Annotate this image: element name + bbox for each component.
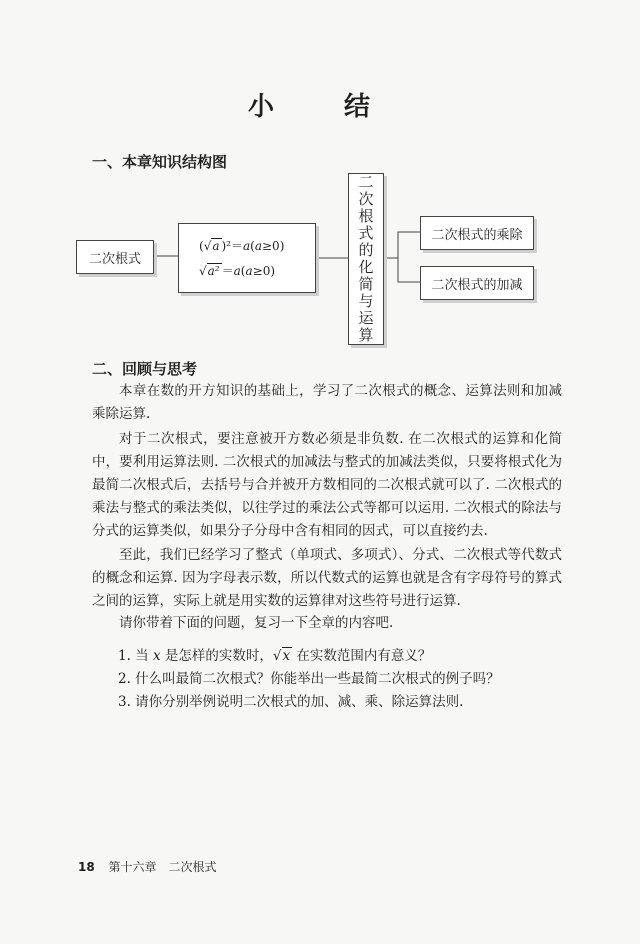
section-heading-structure: 一、本章知识结构图 xyxy=(92,153,228,171)
node-quadratic-radical: 二次根式 xyxy=(76,240,154,274)
connector-simplify-mul xyxy=(383,232,420,258)
paragraph-3: 至此，我们已经学习了整式（单项式、多项式）、分式、二次根式等代数式的概念和运算. 因为字母表示数，所以代数式的运算也就是含有字母符号的算式之间的运算，实际上就是用实数的运算律对这些符号进行运算. xyxy=(92,547,562,609)
paragraph-2: 对于二次根式，要注意被开方数必须是非负数. 在二次根式的运算和化简中，要利用运算法则. 二次根式的加减法与整式的加减法类似，只要将根式化为最简二次根式后，去括号与合并被开方数相同的二次根式就可以了. 二次根式的乘法与整式的乘法类似，以往学过的乘法公式等都可以运用. 二次根式的除法与分式的运算类似，如果分子分母中含有相同的因式，可以直接约去. xyxy=(92,431,562,539)
chapter-name: 第十六章 二次根式 xyxy=(108,860,217,874)
formula-1: (√a )²＝a(a≥0) xyxy=(199,239,285,253)
paragraph-4: 请你带着下面的问题，复习一下全章的内容吧. xyxy=(119,615,394,631)
question-3: 3. 请你分别举例说明二次根式的加、减、乘、除运算法则. xyxy=(118,694,464,710)
node-multiply-divide: 二次根式的乘除 xyxy=(420,216,534,250)
connector-simplify-add xyxy=(398,258,420,282)
node-simplify-and-operations: 二 次 根 式 的 化 简 与 运 算 xyxy=(348,173,384,345)
sqrt-x: √x xyxy=(272,648,291,664)
node-formulas xyxy=(178,223,316,293)
node-add-subtract: 二次根式的加减 xyxy=(420,266,534,300)
question-2: 2. 什么叫最简二次根式？你能举出一些最简二次根式的例子吗？ xyxy=(118,671,500,687)
section-heading-review: 二、回顾与思考 xyxy=(92,360,198,378)
page-footer xyxy=(78,858,217,875)
page-title: 小 结 xyxy=(247,92,392,122)
page-number: 18 xyxy=(78,860,95,874)
formula-2: √a² ＝a(a≥0) xyxy=(199,264,276,278)
question-1: 1. 当 x 是怎样的实数时，√x 在实数范围内有意义？ xyxy=(118,648,432,664)
paragraph-1: 本章在数的开方知识的基础上，学习了二次根式的概念、运算法则和加减乘除运算. xyxy=(92,383,562,422)
